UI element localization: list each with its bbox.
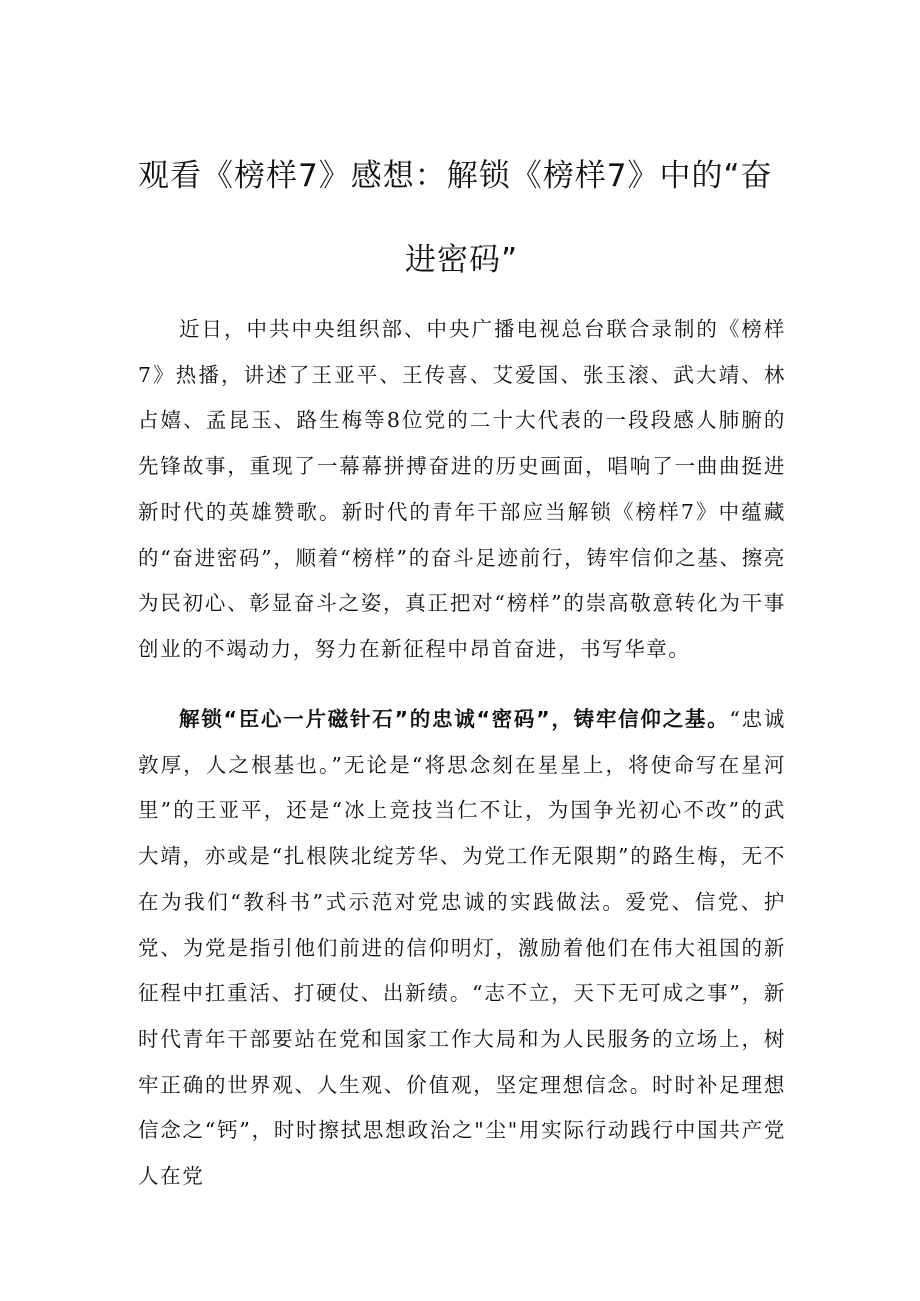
document-title-line-1: 观看《榜样7》感想：解锁《榜样7》中的“奋 [138, 158, 773, 194]
paragraph-loyalty-lead: 解锁“臣心一片磁针石”的忠诚“密码”，铸牢信仰之基。 [179, 707, 730, 731]
document-title-line-2: 进密码” [405, 242, 519, 278]
paragraph-loyalty [138, 697, 786, 1200]
paragraph-loyalty-text: “忠诚敦厚，人之根基也。”无论是“将思念刻在星星上，将使命写在星河里”的王亚平，还是“冰上竞技当仁不让，为国争光初心不改”的武大靖，亦或是“扎根陕北绽芳华、为党工作无限期”的路生梅，无不在为我们“教科书”式示范对党忠诚的实践做法。爱党、信党、护党、为党是指引他们前进的信仰明灯，激励着他们在伟大祖国的新征程中扛重活、打硬仗、出新绩。“志不立，天下无可成之事”，新时代青年干部要站在党和国家工作大局和为人民服务的立场上，树牢正确的世界观、人生观、价值观，坚定理想信念。时时补足理想信念之“钙”，时时擦拭思想政治之"尘"用实际行动践行中国共产党人在党 [138, 707, 787, 1189]
paragraph-intro-text: 近日，中共中央组织部、中央广播电视总台联合录制的《榜样7》热播，讲述了王亚平、王传喜、艾爱国、张玉滚、武大靖、林占嬉、孟昆玉、路生梅等8位党的二十大代表的一段段感人肺腑的先锋故事，重现了一幕幕拼搏奋进的历史画面，唱响了一曲曲挺进新时代的英雄赞歌。新时代的青年干部应当解锁《榜样7》中蕴藏的“奋进密码”，顺着“榜样”的奋斗足迹前行，铸牢信仰之基、擦亮为民初心、彰显奋斗之姿，真正把对“榜样”的崇高敬意转化为干事创业的不竭动力，努力在新征程中昂首奋进，书写华章。 [138, 317, 786, 661]
paragraph-intro [138, 307, 786, 673]
